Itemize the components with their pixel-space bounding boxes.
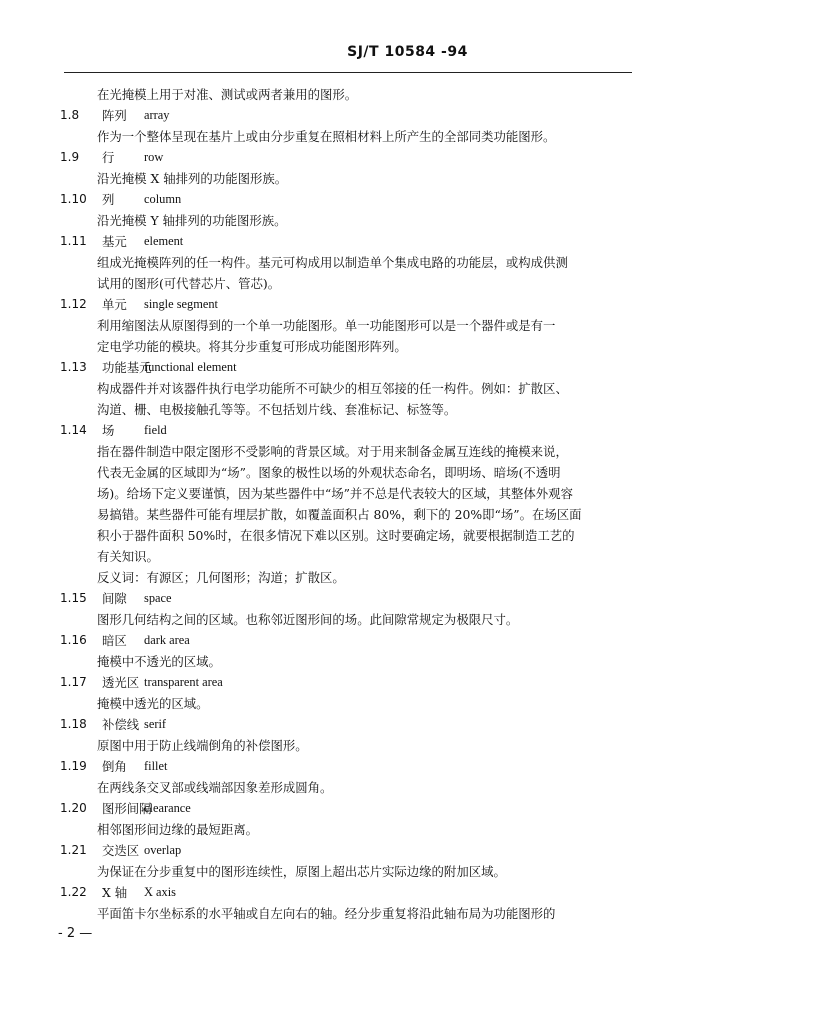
term-english: serif xyxy=(144,717,167,731)
term-entry xyxy=(60,714,640,756)
definition-line: 掩模中透光的区域。 xyxy=(97,696,209,711)
term-heading xyxy=(60,840,640,861)
term-english: field xyxy=(144,423,167,437)
term-number: 1.10 xyxy=(60,192,87,206)
term-english: row xyxy=(144,150,164,164)
term-chinese: 场 xyxy=(102,423,115,438)
definition-line: 组成光掩模阵列的任一构件。基元可构成用以制造单个集成电路的功能层，或构成供测 xyxy=(97,255,568,270)
term-definition xyxy=(60,777,640,798)
term-heading xyxy=(60,882,640,903)
term-number: 1.21 xyxy=(60,843,87,857)
term-chinese: 间隙 xyxy=(102,591,127,606)
term-chinese: 单元 xyxy=(102,297,127,312)
term-chinese: 交迭区 xyxy=(102,843,140,858)
definition-line: 为保证在分步重复中的图形连续性，原图上超出芯片实际边缘的附加区域。 xyxy=(97,864,506,879)
definition-line: 掩模中不透光的区域。 xyxy=(97,654,221,669)
definition-line: 构成器件并对该器件执行电学功能所不可缺少的相互邻接的任一构件。例如：扩散区、 xyxy=(97,381,568,396)
definition-line: 定电学功能的模块。将其分步重复可形成功能图形阵列。 xyxy=(97,339,407,354)
term-heading xyxy=(60,798,640,819)
term-heading xyxy=(60,630,640,651)
definition-line: 试用的图形(可代替芯片、管芯)。 xyxy=(97,276,281,291)
header-rule xyxy=(64,72,632,73)
term-heading xyxy=(60,231,640,252)
term-chinese: 图形间隔 xyxy=(102,801,152,816)
term-heading xyxy=(60,588,640,609)
term-heading xyxy=(60,357,640,378)
term-number: 1.8 xyxy=(60,108,80,122)
term-chinese: 功能基元 xyxy=(102,360,152,375)
term-chinese: 透光区 xyxy=(102,675,140,690)
term-heading xyxy=(60,756,640,777)
definition-line: 指在器件制造中限定图形不受影响的背景区域。对于用来制备金属互连线的掩模来说， xyxy=(97,444,568,459)
term-entry xyxy=(60,588,640,630)
term-entry xyxy=(60,798,640,840)
term-definition xyxy=(60,735,640,756)
term-entry xyxy=(60,840,640,882)
definition-line: 利用缩图法从原图得到的一个单一功能图形。单一功能图形可以是一个器件或是有一 xyxy=(97,318,556,333)
term-heading xyxy=(60,189,640,210)
term-number: 1.13 xyxy=(60,360,87,374)
term-english: overlap xyxy=(144,843,182,857)
term-english: column xyxy=(144,192,182,206)
definition-line: 易搞错。某些器件可能有埋层扩散，如覆盖面积占 80%，剩下的 20%即“场”。在场区面 xyxy=(97,507,582,522)
term-entry xyxy=(60,672,640,714)
term-chinese: X 轴 xyxy=(102,885,128,900)
term-number: 1.22 xyxy=(60,885,87,899)
definition-line: 在两线条交叉部或线端部因象差形成圆角。 xyxy=(97,780,333,795)
term-definition xyxy=(60,168,640,189)
intro-line: 在光掩模上用于对准、测试或两者兼用的图形。 xyxy=(97,87,358,102)
term-chinese: 补偿线 xyxy=(102,717,140,732)
term-definition xyxy=(60,315,640,357)
definition-line: 沟道、栅、电极接触孔等等。不包括划片线、套准标记、标签等。 xyxy=(97,402,457,417)
term-definition xyxy=(60,903,640,924)
document-body xyxy=(60,84,640,924)
definition-line: 沿光掩模 Y 轴排列的功能图形族。 xyxy=(97,213,287,228)
term-english: space xyxy=(144,591,172,605)
term-entry xyxy=(60,630,640,672)
term-definition xyxy=(60,609,640,630)
term-definition xyxy=(60,819,640,840)
definition-line: 原图中用于防止线端倒角的补偿图形。 xyxy=(97,738,308,753)
term-number: 1.16 xyxy=(60,633,87,647)
term-entry xyxy=(60,189,640,231)
term-entry xyxy=(60,420,640,588)
term-heading xyxy=(60,672,640,693)
term-heading xyxy=(60,714,640,735)
definition-line: 图形几何结构之间的区域。也称邻近图形间的场。此间隙常规定为极限尺寸。 xyxy=(97,612,519,627)
definition-line: 积小于器件面积 50%时，在很多情况下难以区别。这时要确定场，就要根据制造工艺的 xyxy=(97,528,575,543)
page-number: - 2 — xyxy=(58,926,93,941)
term-heading xyxy=(60,147,640,168)
definition-line: 反义词：有源区；几何图形；沟道；扩散区。 xyxy=(97,570,345,585)
term-english: transparent area xyxy=(144,675,223,689)
term-number: 1.12 xyxy=(60,297,87,311)
term-entry xyxy=(60,147,640,189)
term-definition xyxy=(60,441,640,588)
term-number: 1.18 xyxy=(60,717,87,731)
term-english: single segment xyxy=(144,297,218,311)
term-definition xyxy=(60,861,640,882)
definition-line: 平面笛卡尔坐标系的水平轴或自左向右的轴。经分步重复将沿此轴布局为功能图形的 xyxy=(97,906,556,921)
term-number: 1.14 xyxy=(60,423,87,437)
definition-line: 沿光掩模 X 轴排列的功能图形族。 xyxy=(97,171,288,186)
term-definition xyxy=(60,651,640,672)
term-english: dark area xyxy=(144,633,190,647)
term-heading xyxy=(60,105,640,126)
term-number: 1.19 xyxy=(60,759,87,773)
term-english: X axis xyxy=(144,885,177,899)
page-header: SJ/T 10584 -94 xyxy=(347,44,468,60)
term-english: array xyxy=(144,108,170,122)
term-entry xyxy=(60,882,640,924)
term-number: 1.9 xyxy=(60,150,80,164)
term-english: element xyxy=(144,234,184,248)
definition-line: 代表无金属的区域即为“场”。图象的极性以场的外观状态命名，即明场、暗场(不透明 xyxy=(97,465,561,480)
term-entry xyxy=(60,105,640,147)
term-entry xyxy=(60,231,640,294)
term-number: 1.11 xyxy=(60,234,87,248)
term-entry xyxy=(60,357,640,420)
term-chinese: 阵列 xyxy=(102,108,127,123)
term-chinese: 行 xyxy=(102,150,115,165)
definition-line: 作为一个整体呈现在基片上或由分步重复在照相材料上所产生的全部同类功能图形。 xyxy=(97,129,556,144)
term-english: clearance xyxy=(144,801,191,815)
term-definition xyxy=(60,693,640,714)
term-definition xyxy=(60,252,640,294)
term-chinese: 列 xyxy=(102,192,115,207)
definition-line: 相邻图形间边缘的最短距离。 xyxy=(97,822,259,837)
term-definition xyxy=(60,210,640,231)
term-number: 1.17 xyxy=(60,675,87,689)
term-english: functional element xyxy=(144,360,237,374)
term-english: fillet xyxy=(144,759,168,773)
definition-line: 有关知识。 xyxy=(97,549,159,564)
term-chinese: 倒角 xyxy=(102,759,127,774)
term-number: 1.15 xyxy=(60,591,87,605)
term-definition xyxy=(60,378,640,420)
term-list xyxy=(60,105,640,924)
term-heading xyxy=(60,294,640,315)
term-entry xyxy=(60,294,640,357)
term-entry xyxy=(60,756,640,798)
term-number: 1.20 xyxy=(60,801,87,815)
term-chinese: 基元 xyxy=(102,234,127,249)
term-heading xyxy=(60,420,640,441)
term-chinese: 暗区 xyxy=(102,633,127,648)
definition-line: 场)。给场下定义要谨慎，因为某些器件中“场”并不总是代表较大的区域，其整体外观容 xyxy=(97,486,573,501)
term-definition xyxy=(60,126,640,147)
